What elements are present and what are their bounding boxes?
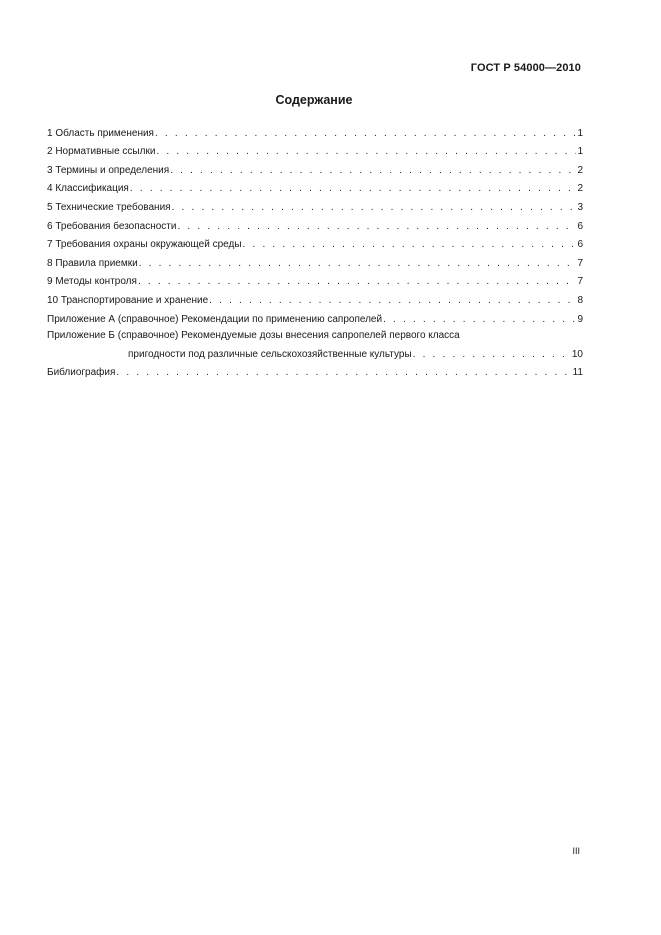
toc-entry-title: 5 Технические требования: [47, 201, 171, 213]
toc-entry[interactable]: [47, 251, 583, 270]
toc-leader-dots: [170, 165, 576, 177]
toc-entry-title: Библиография: [47, 367, 116, 379]
toc-leader-dots: [177, 221, 576, 233]
toc-entry[interactable]: [47, 288, 583, 307]
toc-entry[interactable]: [47, 307, 583, 326]
toc-leader-dots: [138, 276, 577, 288]
toc-entry-title: 3 Термины и определения: [47, 164, 170, 176]
toc-entry-page: 6: [577, 220, 583, 232]
toc-entry[interactable]: [47, 158, 583, 177]
toc-leader-dots: [172, 202, 577, 214]
toc-entry[interactable]: [47, 121, 583, 140]
toc-entry-title: 9 Методы контроля: [47, 276, 137, 288]
toc-entry-page: 1: [577, 146, 583, 158]
toc-entry-title: 2 Нормативные ссылки: [47, 146, 156, 158]
toc-entry-title: Приложение Б (справочное) Рекомендуемые дозы внесения сапропелей первого класса: [47, 329, 460, 341]
toc-entry[interactable]: [47, 140, 583, 159]
toc-leader-dots: [156, 146, 576, 158]
toc-leader-dots: [243, 239, 577, 251]
toc-entry-title: 1 Область применения: [47, 127, 154, 139]
toc-entry-title-continuation: пригодности под различные сельскохозяйственные культуры: [128, 348, 412, 360]
document-code: ГОСТ Р 54000—2010: [470, 62, 581, 74]
toc-leader-dots: [116, 367, 571, 379]
toc-leader-dots: [155, 128, 576, 140]
toc-leader-dots: [383, 314, 576, 326]
toc-entry[interactable]: [47, 361, 583, 380]
toc-entry[interactable]: [47, 270, 583, 289]
toc-entry-page: 7: [577, 257, 583, 269]
toc-entry-page: 9: [577, 313, 583, 325]
toc-entry-title: 10 Транспортирование и хранение: [47, 294, 209, 306]
table-of-contents: [47, 121, 583, 379]
toc-entry[interactable]: [47, 214, 583, 233]
toc-entry-page: 6: [577, 239, 583, 251]
toc-entry-title: 8 Правила приемки: [47, 257, 138, 269]
toc-title: Содержание: [275, 93, 353, 107]
toc-leader-dots: [413, 349, 571, 361]
toc-leader-dots: [130, 183, 577, 195]
toc-entry-title: 7 Требования охраны окружающей среды: [47, 239, 242, 251]
toc-entry-page: 1: [577, 127, 583, 139]
toc-entry[interactable]: [47, 177, 583, 196]
toc-entry[interactable]: [47, 195, 583, 214]
toc-entry-title: Приложение А (справочное) Рекомендации по применению сапропелей: [47, 313, 383, 325]
toc-entry-page: 10: [571, 348, 583, 360]
toc-entry-title: 4 Классификация: [47, 183, 129, 195]
toc-entry-page: 11: [572, 367, 583, 379]
toc-entry-title: 6 Требования безопасности: [47, 220, 177, 232]
toc-entry-page: 3: [577, 201, 583, 213]
toc-entry-page: 2: [577, 164, 583, 176]
toc-entry-page: 2: [577, 183, 583, 195]
toc-entry-page: 8: [577, 294, 583, 306]
toc-entry[interactable]: [47, 233, 583, 252]
toc-entry-page: 7: [577, 276, 583, 288]
toc-leader-dots: [209, 295, 576, 307]
page-number: III: [572, 846, 580, 856]
toc-leader-dots: [139, 258, 577, 270]
toc-entry[interactable]: [47, 326, 583, 361]
